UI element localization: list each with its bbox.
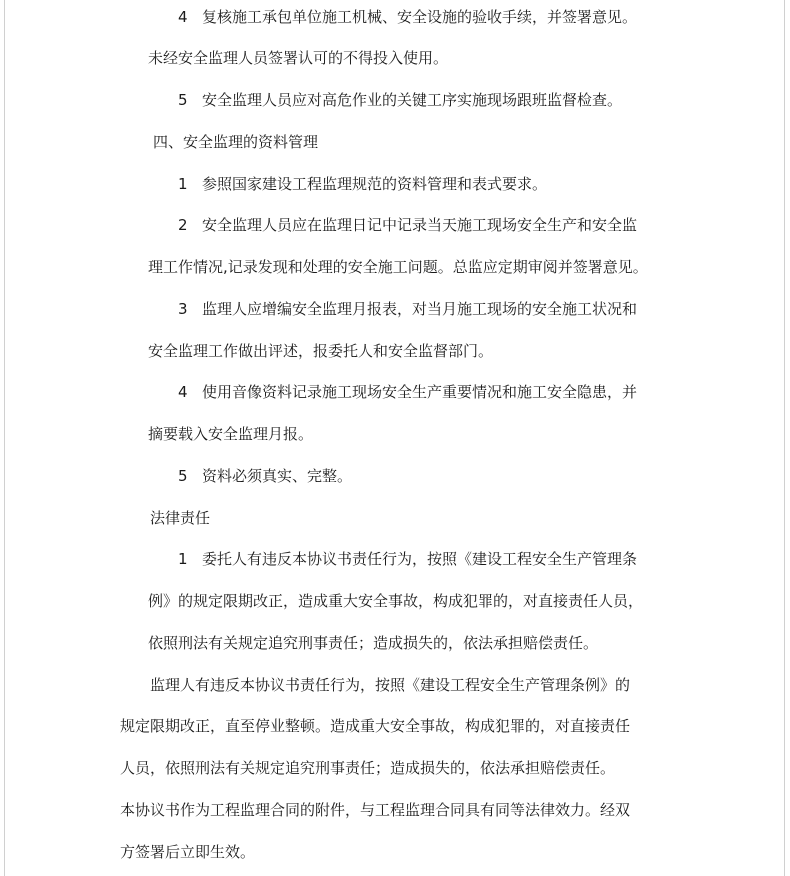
line-text: 复核施工承包单位施工机械、安全设施的验收手续，并签署意见。 — [202, 8, 638, 26]
page-left-border — [4, 0, 5, 876]
section-heading — [153, 132, 318, 152]
item-number: 5 — [178, 467, 188, 485]
item-number: 4 — [178, 383, 188, 401]
line-text: 例》的规定限期改正，造成重大安全事故，构成犯罪的，对直接责任人员， — [148, 592, 644, 610]
line-text: 方签署后立即生效。 — [120, 843, 256, 861]
heading-text: 四、安全监理的资料管理 — [153, 133, 319, 151]
text-line — [178, 215, 637, 235]
text-line — [120, 800, 630, 820]
item-number: 3 — [178, 300, 188, 318]
line-text: 安全监理工作做出评述，报委托人和安全监督部门。 — [148, 342, 494, 360]
text-line — [178, 382, 637, 402]
text-line — [148, 591, 643, 611]
line-text: 人员，依照刑法有关规定追究刑事责任；造成损失的，依法承担赔偿责任。 — [120, 759, 616, 777]
text-line — [178, 90, 622, 110]
text-line — [178, 466, 352, 486]
text-line — [178, 7, 637, 27]
line-text: 依照刑法有关规定追究刑事责任；造成损失的，依法承担赔偿责任。 — [148, 634, 599, 652]
line-text: 资料必须真实、完整。 — [202, 467, 353, 485]
text-line — [148, 48, 448, 68]
text-line — [148, 341, 493, 361]
item-number: 1 — [178, 550, 188, 568]
text-line — [120, 716, 630, 736]
line-text: 摘要载入安全监理月报。 — [148, 425, 314, 443]
text-line — [120, 758, 615, 778]
text-line — [178, 549, 637, 569]
text-line — [178, 174, 547, 194]
item-number: 1 — [178, 175, 188, 193]
line-text: 本协议书作为工程监理合同的附件，与工程监理合同具有同等法律效力。经双 — [120, 801, 631, 819]
line-text: 参照国家建设工程监理规范的资料管理和表式要求。 — [202, 175, 548, 193]
text-line — [120, 842, 255, 862]
text-line — [178, 299, 637, 319]
line-text: 安全监理人员应在监理日记中记录当天施工现场安全生产和安全监 — [202, 216, 638, 234]
line-text: 规定限期改正，直至停业整顿。造成重大安全事故，构成犯罪的，对直接责任 — [120, 717, 631, 735]
page-right-border — [784, 0, 785, 876]
text-line — [148, 424, 313, 444]
heading-text: 法律责任 — [150, 509, 211, 527]
line-text: 监理人应增编安全监理月报表，对当月施工现场的安全施工状况和 — [202, 300, 638, 318]
section-heading — [150, 508, 210, 528]
line-text: 理工作情况,记录发现和处理的安全施工问题。总监应定期审阅并签署意见。 — [148, 258, 648, 276]
line-text: 监理人有违反本协议书责任行为，按照《建设工程安全生产管理条例》的 — [150, 676, 631, 694]
text-line — [148, 633, 598, 653]
item-number: 5 — [178, 91, 188, 109]
item-number: 2 — [178, 216, 188, 234]
item-number: 4 — [178, 8, 188, 26]
line-text: 安全监理人员应对高危作业的关键工序实施现场跟班监督检查。 — [202, 91, 623, 109]
line-text: 未经安全监理人员签署认可的不得投入使用。 — [148, 49, 449, 67]
line-text: 委托人有违反本协议书责任行为，按照《建设工程安全生产管理条 — [202, 550, 638, 568]
line-text: 使用音像资料记录施工现场安全生产重要情况和施工安全隐患，并 — [202, 383, 638, 401]
text-line — [150, 675, 630, 695]
text-line — [148, 257, 648, 277]
